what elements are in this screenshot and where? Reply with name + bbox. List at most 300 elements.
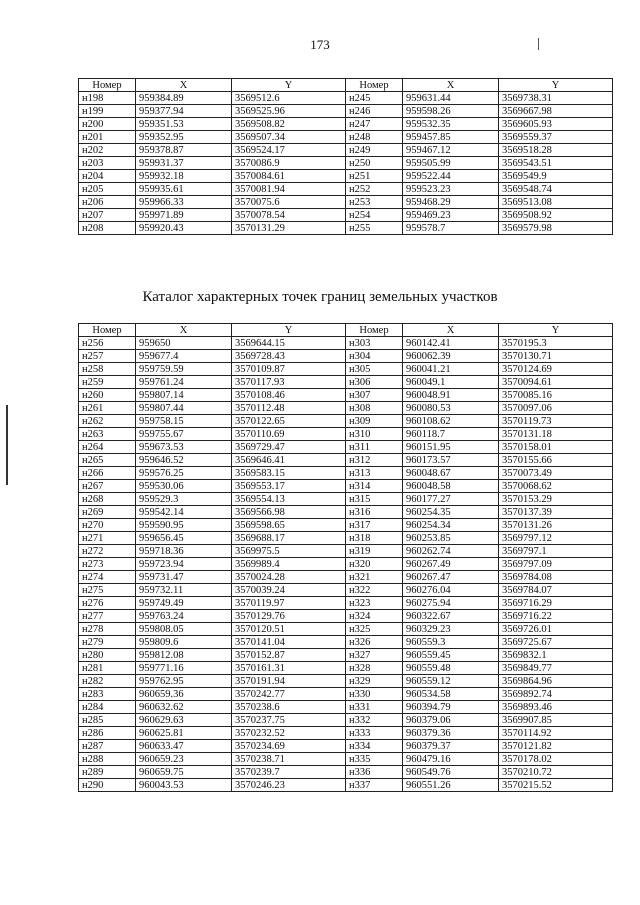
point-number-cell: н201 <box>79 131 136 144</box>
y-coordinate-cell: 3570210.72 <box>499 766 613 779</box>
point-number-cell: н327 <box>346 649 403 662</box>
y-coordinate-cell: 3569729.47 <box>232 441 346 454</box>
y-coordinate-cell: 3570178.02 <box>499 753 613 766</box>
x-coordinate-cell: 959759.59 <box>136 363 232 376</box>
y-coordinate-cell: 3570122.65 <box>232 415 346 428</box>
x-coordinate-cell: 960551.26 <box>403 779 499 792</box>
y-coordinate-cell: 3569864.96 <box>499 675 613 688</box>
point-number-cell: н320 <box>346 558 403 571</box>
y-coordinate-cell: 3569543.51 <box>499 157 613 170</box>
x-coordinate-cell: 959762.95 <box>136 675 232 688</box>
point-number-cell: н304 <box>346 350 403 363</box>
x-coordinate-cell: 959457.85 <box>403 131 499 144</box>
x-coordinate-cell: 960048.67 <box>403 467 499 480</box>
table-row <box>79 92 613 105</box>
point-number-cell: н245 <box>346 92 403 105</box>
table-row <box>79 144 613 157</box>
point-number-cell: н269 <box>79 506 136 519</box>
y-coordinate-cell: 3570085.16 <box>499 389 613 402</box>
catalog-title: Каталог характерных точек границ земельных участков <box>142 289 498 305</box>
point-number-cell: н335 <box>346 753 403 766</box>
x-coordinate-cell: 960479.16 <box>403 753 499 766</box>
x-coordinate-cell: 960108.62 <box>403 415 499 428</box>
x-coordinate-cell: 959542.14 <box>136 506 232 519</box>
coordinates-table-2 <box>78 323 613 792</box>
point-number-cell: н277 <box>79 610 136 623</box>
point-number-cell: н262 <box>79 415 136 428</box>
point-number-cell: н264 <box>79 441 136 454</box>
table-row <box>79 454 613 467</box>
page-number: 173 <box>310 37 330 52</box>
y-coordinate-cell: 3569832.1 <box>499 649 613 662</box>
point-number-cell: н204 <box>79 170 136 183</box>
point-number-cell: н255 <box>346 222 403 235</box>
y-coordinate-cell: 3570242.77 <box>232 688 346 701</box>
y-coordinate-cell: 3570246.23 <box>232 779 346 792</box>
x-coordinate-cell: 959576.25 <box>136 467 232 480</box>
y-coordinate-cell: 3569549.9 <box>499 170 613 183</box>
point-number-cell: н200 <box>79 118 136 131</box>
y-coordinate-cell: 3569892.74 <box>499 688 613 701</box>
x-coordinate-cell: 960254.35 <box>403 506 499 519</box>
point-number-cell: н308 <box>346 402 403 415</box>
y-coordinate-cell: 3569784.07 <box>499 584 613 597</box>
point-number-cell: н246 <box>346 105 403 118</box>
point-number-cell: н254 <box>346 209 403 222</box>
y-coordinate-cell: 3569716.29 <box>499 597 613 610</box>
point-number-cell: н283 <box>79 688 136 701</box>
table-row <box>79 363 613 376</box>
y-coordinate-cell: 3569507.34 <box>232 131 346 144</box>
column-header-number: Номер <box>346 324 403 337</box>
point-number-cell: н317 <box>346 519 403 532</box>
point-number-cell: н289 <box>79 766 136 779</box>
point-number-cell: н337 <box>346 779 403 792</box>
y-coordinate-cell: 3569605.93 <box>499 118 613 131</box>
y-coordinate-cell: 3569508.82 <box>232 118 346 131</box>
x-coordinate-cell: 959351.53 <box>136 118 232 131</box>
point-number-cell: н256 <box>79 337 136 350</box>
y-coordinate-cell: 3569644.15 <box>232 337 346 350</box>
column-header-y: Y <box>232 79 346 92</box>
point-number-cell: н333 <box>346 727 403 740</box>
table-row <box>79 480 613 493</box>
y-coordinate-cell: 3570238.6 <box>232 701 346 714</box>
column-header-number: Номер <box>346 79 403 92</box>
y-coordinate-cell: 3570024.28 <box>232 571 346 584</box>
point-number-cell: н315 <box>346 493 403 506</box>
y-coordinate-cell: 3569579.98 <box>499 222 613 235</box>
point-number-cell: н249 <box>346 144 403 157</box>
point-number-cell: н259 <box>79 376 136 389</box>
x-coordinate-cell: 959808.05 <box>136 623 232 636</box>
x-coordinate-cell: 960142.41 <box>403 337 499 350</box>
x-coordinate-cell: 959807.44 <box>136 402 232 415</box>
point-number-cell: н257 <box>79 350 136 363</box>
point-number-cell: н208 <box>79 222 136 235</box>
column-header-y: Y <box>499 79 613 92</box>
x-coordinate-cell: 960625.81 <box>136 727 232 740</box>
table-row <box>79 222 613 235</box>
column-header-number: Номер <box>79 324 136 337</box>
table-row <box>79 183 613 196</box>
table-row <box>79 209 613 222</box>
point-number-cell: н336 <box>346 766 403 779</box>
y-coordinate-cell: 3570086.9 <box>232 157 346 170</box>
y-coordinate-cell: 3570114.92 <box>499 727 613 740</box>
x-coordinate-cell: 960254.34 <box>403 519 499 532</box>
y-coordinate-cell: 3569513.08 <box>499 196 613 209</box>
y-coordinate-cell: 3570120.51 <box>232 623 346 636</box>
point-number-cell: н248 <box>346 131 403 144</box>
y-coordinate-cell: 3570239.7 <box>232 766 346 779</box>
table-header-row <box>79 79 613 92</box>
y-coordinate-cell: 3570108.46 <box>232 389 346 402</box>
point-number-cell: н280 <box>79 649 136 662</box>
y-coordinate-cell: 3570131.18 <box>499 428 613 441</box>
table-row <box>79 467 613 480</box>
x-coordinate-cell: 960629.63 <box>136 714 232 727</box>
x-coordinate-cell: 960262.74 <box>403 545 499 558</box>
table-row <box>79 415 613 428</box>
y-coordinate-cell: 3569518.28 <box>499 144 613 157</box>
y-coordinate-cell: 3569508.92 <box>499 209 613 222</box>
table-row <box>79 170 613 183</box>
y-coordinate-cell: 3569975.5 <box>232 545 346 558</box>
y-coordinate-cell: 3569553.17 <box>232 480 346 493</box>
point-number-cell: н207 <box>79 209 136 222</box>
point-number-cell: н266 <box>79 467 136 480</box>
y-coordinate-cell: 3570078.54 <box>232 209 346 222</box>
table-row <box>79 441 613 454</box>
y-coordinate-cell: 3570068.62 <box>499 480 613 493</box>
table-row <box>79 688 613 701</box>
y-coordinate-cell: 3569554.13 <box>232 493 346 506</box>
point-number-cell: н267 <box>79 480 136 493</box>
table-row <box>79 610 613 623</box>
table-row <box>79 779 613 792</box>
point-number-cell: н325 <box>346 623 403 636</box>
point-number-cell: н287 <box>79 740 136 753</box>
x-coordinate-cell: 960659.75 <box>136 766 232 779</box>
x-coordinate-cell: 959532.35 <box>403 118 499 131</box>
x-coordinate-cell: 959723.94 <box>136 558 232 571</box>
x-coordinate-cell: 959677.4 <box>136 350 232 363</box>
x-coordinate-cell: 960534.58 <box>403 688 499 701</box>
y-coordinate-cell: 3569726.01 <box>499 623 613 636</box>
y-coordinate-cell: 3570075.6 <box>232 196 346 209</box>
table-row <box>79 545 613 558</box>
point-number-cell: н250 <box>346 157 403 170</box>
x-coordinate-cell: 959378.87 <box>136 144 232 157</box>
column-header-number: Номер <box>79 79 136 92</box>
table-row <box>79 584 613 597</box>
table-row <box>79 753 613 766</box>
table-row <box>79 157 613 170</box>
point-number-cell: н332 <box>346 714 403 727</box>
x-coordinate-cell: 959812.08 <box>136 649 232 662</box>
y-coordinate-cell: 3570137.39 <box>499 506 613 519</box>
x-coordinate-cell: 960322.67 <box>403 610 499 623</box>
margin-bar <box>6 405 8 485</box>
point-number-cell: н324 <box>346 610 403 623</box>
point-number-cell: н281 <box>79 662 136 675</box>
y-coordinate-cell: 3570073.49 <box>499 467 613 480</box>
x-coordinate-cell: 960659.36 <box>136 688 232 701</box>
y-coordinate-cell: 3570097.06 <box>499 402 613 415</box>
y-coordinate-cell: 3569728.43 <box>232 350 346 363</box>
x-coordinate-cell: 959578.7 <box>403 222 499 235</box>
point-number-cell: н285 <box>79 714 136 727</box>
x-coordinate-cell: 959377.94 <box>136 105 232 118</box>
y-coordinate-cell: 3569525.96 <box>232 105 346 118</box>
x-coordinate-cell: 960151.95 <box>403 441 499 454</box>
y-coordinate-cell: 3569797.12 <box>499 532 613 545</box>
table-row <box>79 766 613 779</box>
y-coordinate-cell: 3570234.69 <box>232 740 346 753</box>
x-coordinate-cell: 960080.53 <box>403 402 499 415</box>
x-coordinate-cell: 960062.39 <box>403 350 499 363</box>
point-number-cell: н290 <box>79 779 136 792</box>
x-coordinate-cell: 959384.89 <box>136 92 232 105</box>
x-coordinate-cell: 959966.33 <box>136 196 232 209</box>
point-number-cell: н306 <box>346 376 403 389</box>
point-number-cell: н270 <box>79 519 136 532</box>
table-row <box>79 519 613 532</box>
y-coordinate-cell: 3569797.09 <box>499 558 613 571</box>
y-coordinate-cell: 3570110.69 <box>232 428 346 441</box>
x-coordinate-cell: 959920.43 <box>136 222 232 235</box>
x-coordinate-cell: 959467.12 <box>403 144 499 157</box>
table-row <box>79 740 613 753</box>
margin-mark <box>538 38 539 50</box>
point-number-cell: н275 <box>79 584 136 597</box>
x-coordinate-cell: 960253.85 <box>403 532 499 545</box>
x-coordinate-cell: 960329.23 <box>403 623 499 636</box>
y-coordinate-cell: 3570121.82 <box>499 740 613 753</box>
point-number-cell: н282 <box>79 675 136 688</box>
table-row <box>79 675 613 688</box>
x-coordinate-cell: 960043.53 <box>136 779 232 792</box>
table-row <box>79 350 613 363</box>
x-coordinate-cell: 959505.99 <box>403 157 499 170</box>
x-coordinate-cell: 960394.79 <box>403 701 499 714</box>
y-coordinate-cell: 3570195.3 <box>499 337 613 350</box>
x-coordinate-cell: 959807.14 <box>136 389 232 402</box>
x-coordinate-cell: 959650 <box>136 337 232 350</box>
column-header-x: X <box>403 324 499 337</box>
point-number-cell: н305 <box>346 363 403 376</box>
y-coordinate-cell: 3570131.26 <box>499 519 613 532</box>
y-coordinate-cell: 3570237.75 <box>232 714 346 727</box>
point-number-cell: н316 <box>346 506 403 519</box>
point-number-cell: н334 <box>346 740 403 753</box>
y-coordinate-cell: 3570112.48 <box>232 402 346 415</box>
point-number-cell: н303 <box>346 337 403 350</box>
x-coordinate-cell: 959352.95 <box>136 131 232 144</box>
x-coordinate-cell: 959631.44 <box>403 92 499 105</box>
point-number-cell: н309 <box>346 415 403 428</box>
x-coordinate-cell: 959523.23 <box>403 183 499 196</box>
y-coordinate-cell: 3569583.15 <box>232 467 346 480</box>
x-coordinate-cell: 959932.18 <box>136 170 232 183</box>
x-coordinate-cell: 960118.7 <box>403 428 499 441</box>
y-coordinate-cell: 3569559.37 <box>499 131 613 144</box>
y-coordinate-cell: 3569512.6 <box>232 92 346 105</box>
point-number-cell: н310 <box>346 428 403 441</box>
table-row <box>79 118 613 131</box>
table-row <box>79 389 613 402</box>
point-number-cell: н198 <box>79 92 136 105</box>
x-coordinate-cell: 960048.58 <box>403 480 499 493</box>
y-coordinate-cell: 3570191.94 <box>232 675 346 688</box>
x-coordinate-cell: 959755.67 <box>136 428 232 441</box>
coordinates-table-1 <box>78 78 613 235</box>
point-number-cell: н261 <box>79 402 136 415</box>
x-coordinate-cell: 959749.49 <box>136 597 232 610</box>
x-coordinate-cell: 959646.52 <box>136 454 232 467</box>
point-number-cell: н273 <box>79 558 136 571</box>
y-coordinate-cell: 3569646.41 <box>232 454 346 467</box>
point-number-cell: н330 <box>346 688 403 701</box>
x-coordinate-cell: 959468.29 <box>403 196 499 209</box>
x-coordinate-cell: 960379.06 <box>403 714 499 727</box>
x-coordinate-cell: 960049.1 <box>403 376 499 389</box>
x-coordinate-cell: 959731.47 <box>136 571 232 584</box>
table-row <box>79 532 613 545</box>
column-header-x: X <box>403 79 499 92</box>
x-coordinate-cell: 960177.27 <box>403 493 499 506</box>
point-number-cell: н311 <box>346 441 403 454</box>
x-coordinate-cell: 960048.91 <box>403 389 499 402</box>
point-number-cell: н279 <box>79 636 136 649</box>
point-number-cell: н278 <box>79 623 136 636</box>
x-coordinate-cell: 959718.36 <box>136 545 232 558</box>
point-number-cell: н314 <box>346 480 403 493</box>
table-header-row <box>79 324 613 337</box>
point-number-cell: н253 <box>346 196 403 209</box>
y-coordinate-cell: 3570232.52 <box>232 727 346 740</box>
point-number-cell: н274 <box>79 571 136 584</box>
y-coordinate-cell: 3569548.74 <box>499 183 613 196</box>
table-row <box>79 493 613 506</box>
table-row <box>79 402 613 415</box>
table-row <box>79 506 613 519</box>
y-coordinate-cell: 3570158.01 <box>499 441 613 454</box>
table-row <box>79 105 613 118</box>
y-coordinate-cell: 3569598.65 <box>232 519 346 532</box>
point-number-cell: н326 <box>346 636 403 649</box>
x-coordinate-cell: 960633.47 <box>136 740 232 753</box>
point-number-cell: н247 <box>346 118 403 131</box>
x-coordinate-cell: 959758.15 <box>136 415 232 428</box>
x-coordinate-cell: 959673.53 <box>136 441 232 454</box>
y-coordinate-cell: 3570109.87 <box>232 363 346 376</box>
x-coordinate-cell: 960041.21 <box>403 363 499 376</box>
point-number-cell: н251 <box>346 170 403 183</box>
y-coordinate-cell: 3570039.24 <box>232 584 346 597</box>
y-coordinate-cell: 3569667.98 <box>499 105 613 118</box>
point-number-cell: н329 <box>346 675 403 688</box>
point-number-cell: н307 <box>346 389 403 402</box>
table-row <box>79 623 613 636</box>
y-coordinate-cell: 3569989.4 <box>232 558 346 571</box>
point-number-cell: н271 <box>79 532 136 545</box>
y-coordinate-cell: 3570152.87 <box>232 649 346 662</box>
point-number-cell: н258 <box>79 363 136 376</box>
table-row <box>79 701 613 714</box>
x-coordinate-cell: 959732.11 <box>136 584 232 597</box>
table-row <box>79 727 613 740</box>
point-number-cell: н202 <box>79 144 136 157</box>
column-header-y: Y <box>232 324 346 337</box>
y-coordinate-cell: 3570129.76 <box>232 610 346 623</box>
x-coordinate-cell: 959529.3 <box>136 493 232 506</box>
point-number-cell: н272 <box>79 545 136 558</box>
point-number-cell: н286 <box>79 727 136 740</box>
y-coordinate-cell: 3570161.31 <box>232 662 346 675</box>
y-coordinate-cell: 3570117.93 <box>232 376 346 389</box>
point-number-cell: н322 <box>346 584 403 597</box>
point-number-cell: н265 <box>79 454 136 467</box>
point-number-cell: н284 <box>79 701 136 714</box>
table-row <box>79 662 613 675</box>
point-number-cell: н203 <box>79 157 136 170</box>
x-coordinate-cell: 960659.23 <box>136 753 232 766</box>
table-row <box>79 428 613 441</box>
y-coordinate-cell: 3569738.31 <box>499 92 613 105</box>
table-row <box>79 376 613 389</box>
x-coordinate-cell: 959761.24 <box>136 376 232 389</box>
y-coordinate-cell: 3569893.46 <box>499 701 613 714</box>
x-coordinate-cell: 959809.6 <box>136 636 232 649</box>
x-coordinate-cell: 960379.36 <box>403 727 499 740</box>
point-number-cell: н313 <box>346 467 403 480</box>
x-coordinate-cell: 959771.16 <box>136 662 232 675</box>
point-number-cell: н199 <box>79 105 136 118</box>
x-coordinate-cell: 960549.76 <box>403 766 499 779</box>
y-coordinate-cell: 3569725.67 <box>499 636 613 649</box>
table-row <box>79 714 613 727</box>
y-coordinate-cell: 3570084.61 <box>232 170 346 183</box>
x-coordinate-cell: 959469.23 <box>403 209 499 222</box>
x-coordinate-cell: 960559.45 <box>403 649 499 662</box>
x-coordinate-cell: 960559.48 <box>403 662 499 675</box>
point-number-cell: н319 <box>346 545 403 558</box>
y-coordinate-cell: 3570130.71 <box>499 350 613 363</box>
column-header-x: X <box>136 79 232 92</box>
x-coordinate-cell: 959530.06 <box>136 480 232 493</box>
y-coordinate-cell: 3569907.85 <box>499 714 613 727</box>
point-number-cell: н323 <box>346 597 403 610</box>
table-row <box>79 597 613 610</box>
table-row <box>79 558 613 571</box>
x-coordinate-cell: 960267.47 <box>403 571 499 584</box>
y-coordinate-cell: 3570141.04 <box>232 636 346 649</box>
table-row <box>79 636 613 649</box>
y-coordinate-cell: 3570131.29 <box>232 222 346 235</box>
x-coordinate-cell: 960276.04 <box>403 584 499 597</box>
y-coordinate-cell: 3570081.94 <box>232 183 346 196</box>
table-row <box>79 649 613 662</box>
y-coordinate-cell: 3570153.29 <box>499 493 613 506</box>
point-number-cell: н263 <box>79 428 136 441</box>
y-coordinate-cell: 3570155.66 <box>499 454 613 467</box>
table-row <box>79 131 613 144</box>
point-number-cell: н318 <box>346 532 403 545</box>
point-number-cell: н252 <box>346 183 403 196</box>
point-number-cell: н206 <box>79 196 136 209</box>
